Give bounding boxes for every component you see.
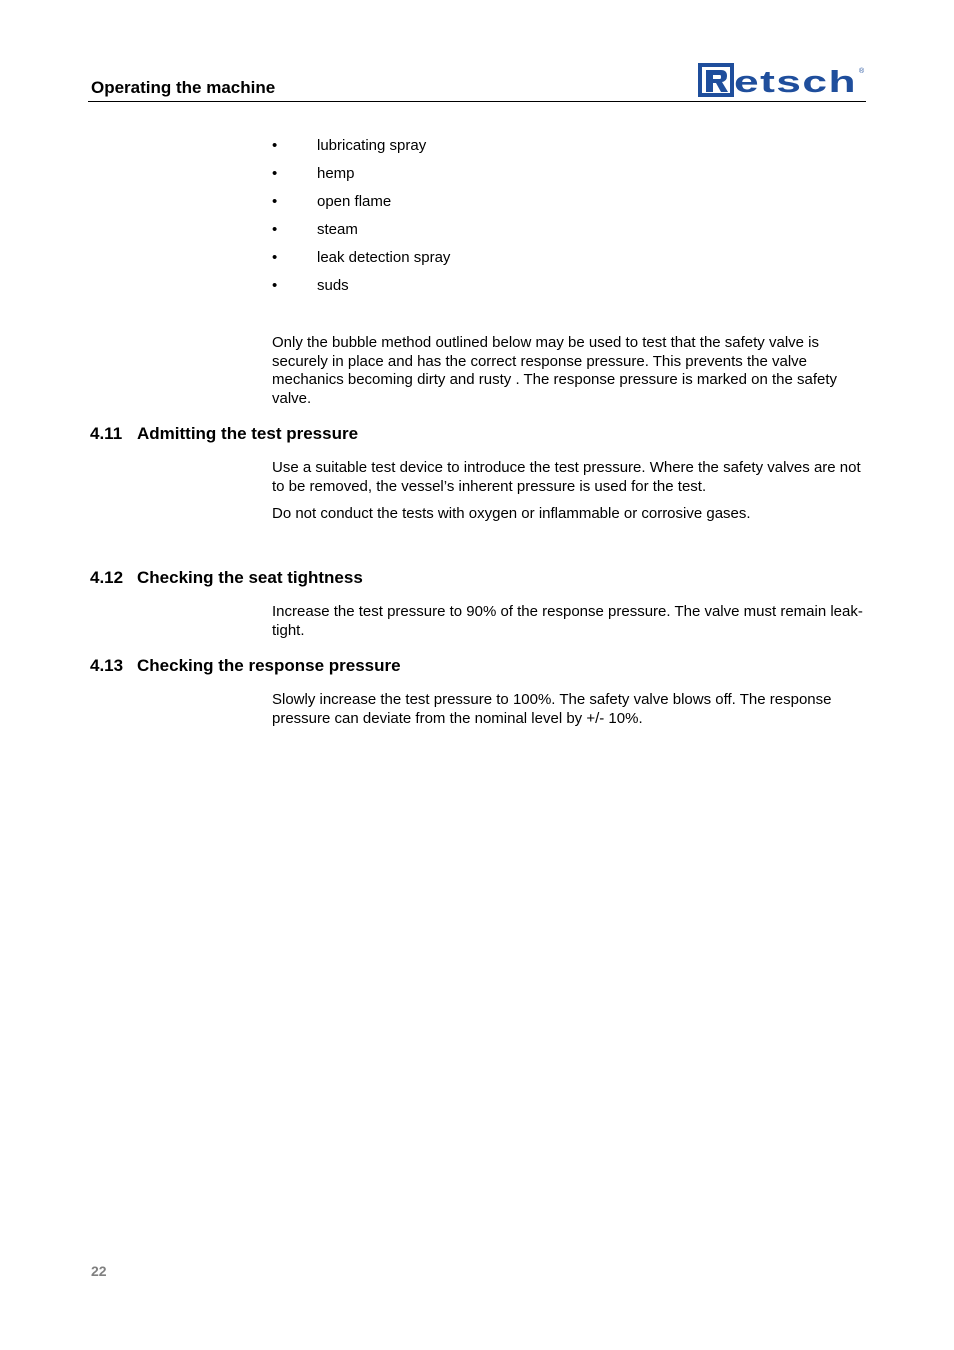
bullet-dot: •	[272, 249, 278, 266]
section-title: Admitting the test pressure	[137, 424, 359, 443]
section-number: 4.12	[90, 568, 124, 587]
bullet-dot: •	[272, 165, 278, 182]
page-number: 22	[91, 1263, 107, 1279]
section-paragraph: Use a suitable test device to introduce the test pressure. Where the safety valves are not to be removed, the vessel’s inherent pressure is used for the test.	[272, 459, 861, 495]
bullet-dot: •	[272, 277, 278, 294]
section-heading-4-11	[90, 424, 358, 444]
section-heading-4-13	[90, 656, 401, 676]
section-number: 4.11	[90, 424, 123, 443]
section-number: 4.13	[90, 656, 124, 675]
header-rule	[88, 101, 866, 102]
section-title: Checking the response pressure	[137, 656, 401, 675]
header-title: Operating the machine	[91, 78, 276, 97]
section-title: Checking the seat tightness	[137, 568, 363, 587]
intro-paragraph: Only the bubble method outlined below may be used to test that the safety valve is securely in place and has the correct response pressure. This prevents the valve mechanics becoming dirty and rusty . The response pressure is marked on the safety valve.	[272, 334, 837, 408]
bullet-dot: •	[272, 221, 278, 238]
svg-text:®: ®	[859, 68, 865, 75]
svg-text:etsch: etsch	[734, 64, 857, 98]
section-paragraph: Increase the test pressure to 90% of the response pressure. The valve must remain leak-tight.	[272, 603, 863, 639]
section-paragraph: Slowly increase the test pressure to 100%. The safety valve blows off. The response pressure can deviate from the nominal level by +/- 10%.	[272, 691, 832, 727]
retsch-logo	[697, 62, 865, 98]
section-paragraph: Do not conduct the tests with oxygen or inflammable or corrosive gases.	[272, 505, 751, 522]
section-heading-4-12	[90, 568, 363, 588]
bullet-dot: •	[272, 137, 278, 154]
bullet-dot: •	[272, 193, 278, 210]
